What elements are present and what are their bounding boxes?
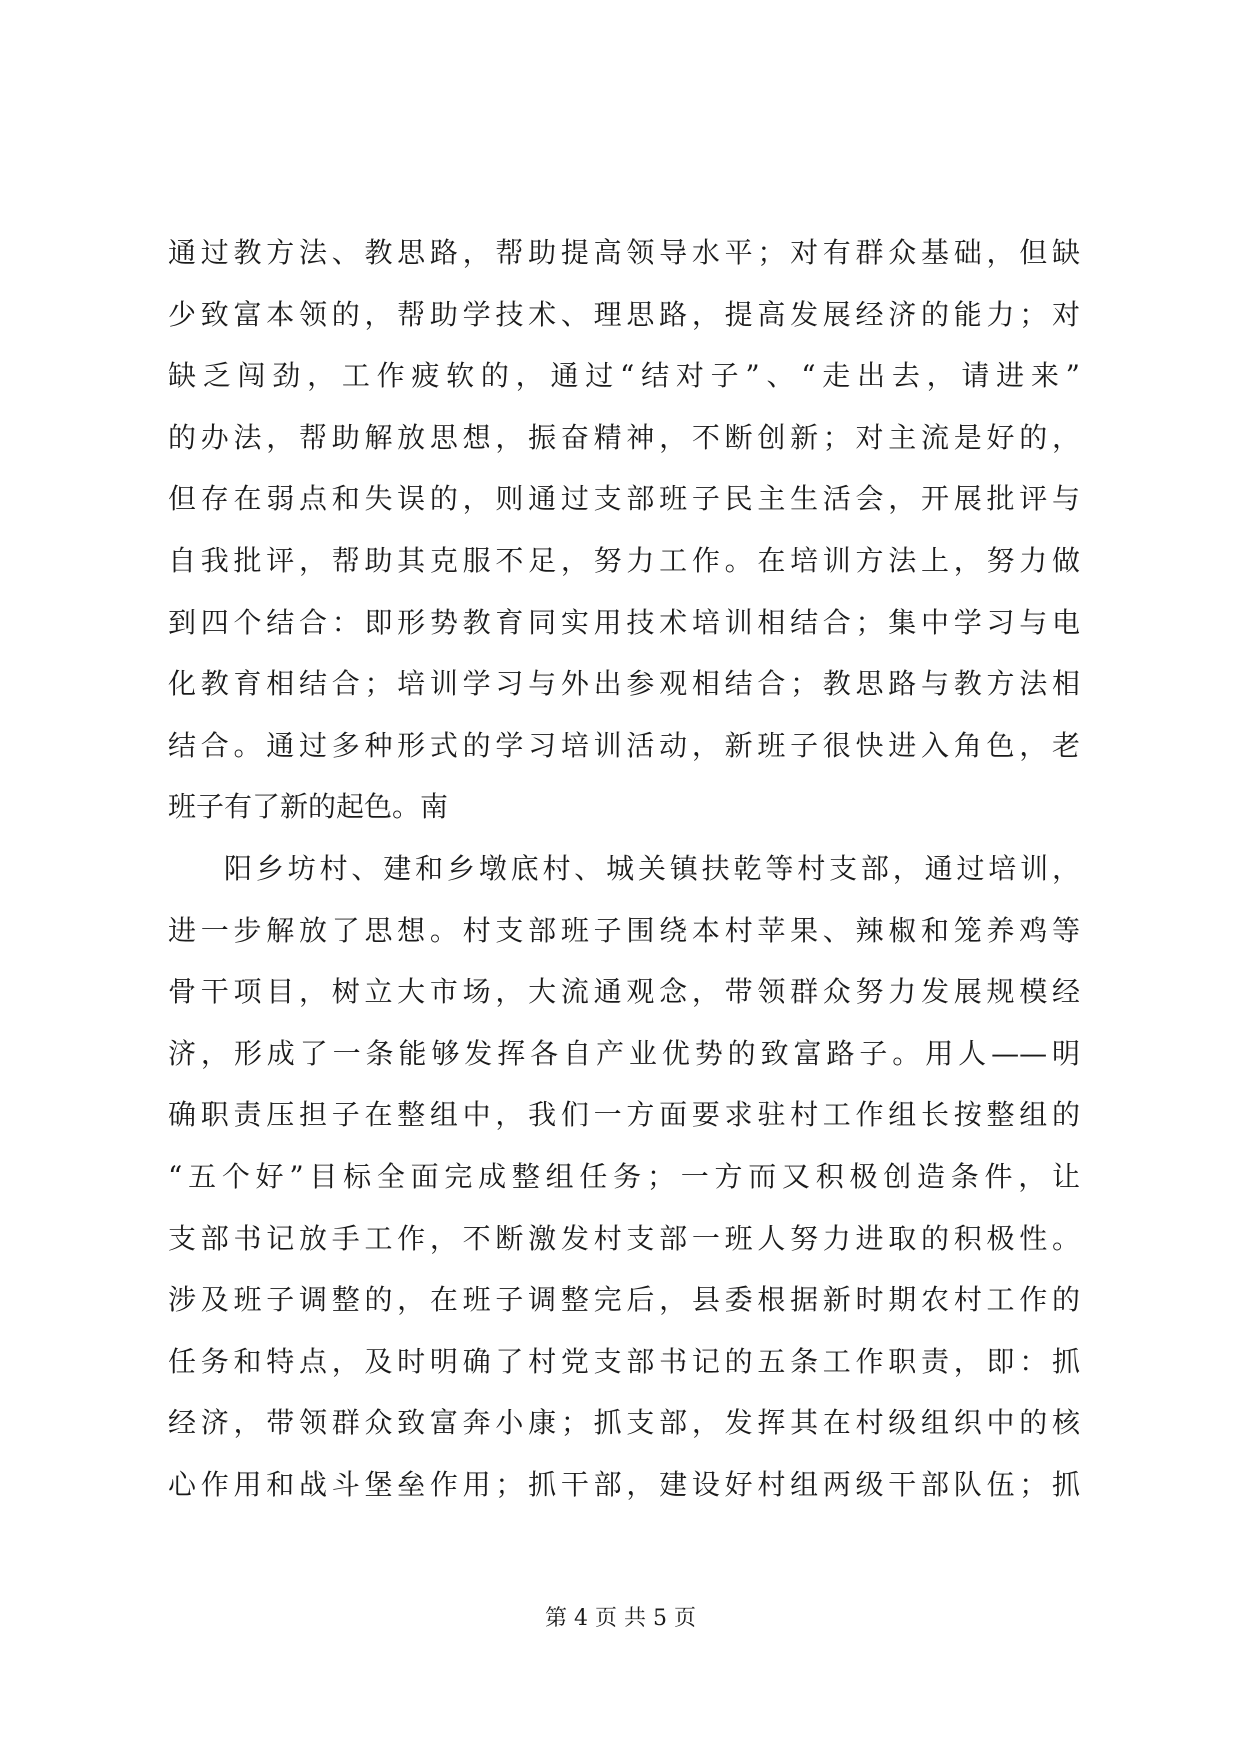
- paragraph-1: [168, 222, 1080, 838]
- text-line: 但存在弱点和失误的，则通过支部班子民主生活会，开展批评与: [168, 482, 1080, 516]
- text-line: 进一步解放了思想。村支部班子围绕本村苹果、辣椒和笼养鸡等: [168, 913, 1080, 947]
- text-line: 缺乏闯劲，工作疲软的，通过“结对子”、“走出去，请进来”: [168, 359, 1080, 393]
- text-line: 班子有了新的起色。南: [168, 790, 449, 824]
- document-body: [168, 222, 1080, 1515]
- paragraph-2: [168, 838, 1080, 1516]
- text-line: 通过教方法、教思路，帮助提高领导水平；对有群众基础，但缺: [168, 236, 1080, 269]
- text-line: 济，形成了一条能够发挥各自产业优势的致富路子。用人——明: [168, 1036, 1080, 1070]
- text-line: 骨干项目，树立大市场，大流通观念，带领群众努力发展规模经: [168, 975, 1080, 1009]
- text-line: 化教育相结合；培训学习与外出参观相结合；教思路与教方法相: [168, 667, 1080, 701]
- text-line: 经济，带领群众致富奔小康；抓支部，发挥其在村级组织中的核: [168, 1406, 1080, 1440]
- text-line: 涉及班子调整的，在班子调整完后，县委根据新时期农村工作的: [168, 1283, 1080, 1317]
- page-number-footer: 第 4 页 共 5 页: [545, 1606, 696, 1631]
- text-line: 确职责压担子在整组中，我们一方面要求驻村工作组长按整组的: [168, 1098, 1080, 1132]
- text-line: 支部书记放手工作，不断激发村支部一班人努力进取的积极性。: [168, 1221, 1080, 1255]
- text-line: 到四个结合：即形势教育同实用技术培训相结合；集中学习与电: [168, 605, 1080, 639]
- text-line: “五个好”目标全面完成整组任务；一方而又积极创造条件，让: [168, 1159, 1080, 1193]
- text-line: 少致富本领的，帮助学技术、理思路，提高发展经济的能力；对: [168, 297, 1080, 331]
- text-line: 阳乡坊村、建和乡墩底村、城关镇扶乾等村支部，通过培训，: [224, 851, 1080, 885]
- text-line: 心作用和战斗堡垒作用；抓干部，建设好村组两级干部队伍；抓: [168, 1467, 1080, 1501]
- text-line: 任务和特点，及时明确了村党支部书记的五条工作职责，即：抓: [168, 1344, 1080, 1378]
- text-line: 的办法，帮助解放思想，振奋精神，不断创新；对主流是好的，: [168, 420, 1080, 454]
- text-line: 自我批评，帮助其克服不足，努力工作。在培训方法上，努力做: [168, 543, 1080, 577]
- text-line: 结合。通过多种形式的学习培训活动，新班子很快进入角色，老: [168, 728, 1080, 762]
